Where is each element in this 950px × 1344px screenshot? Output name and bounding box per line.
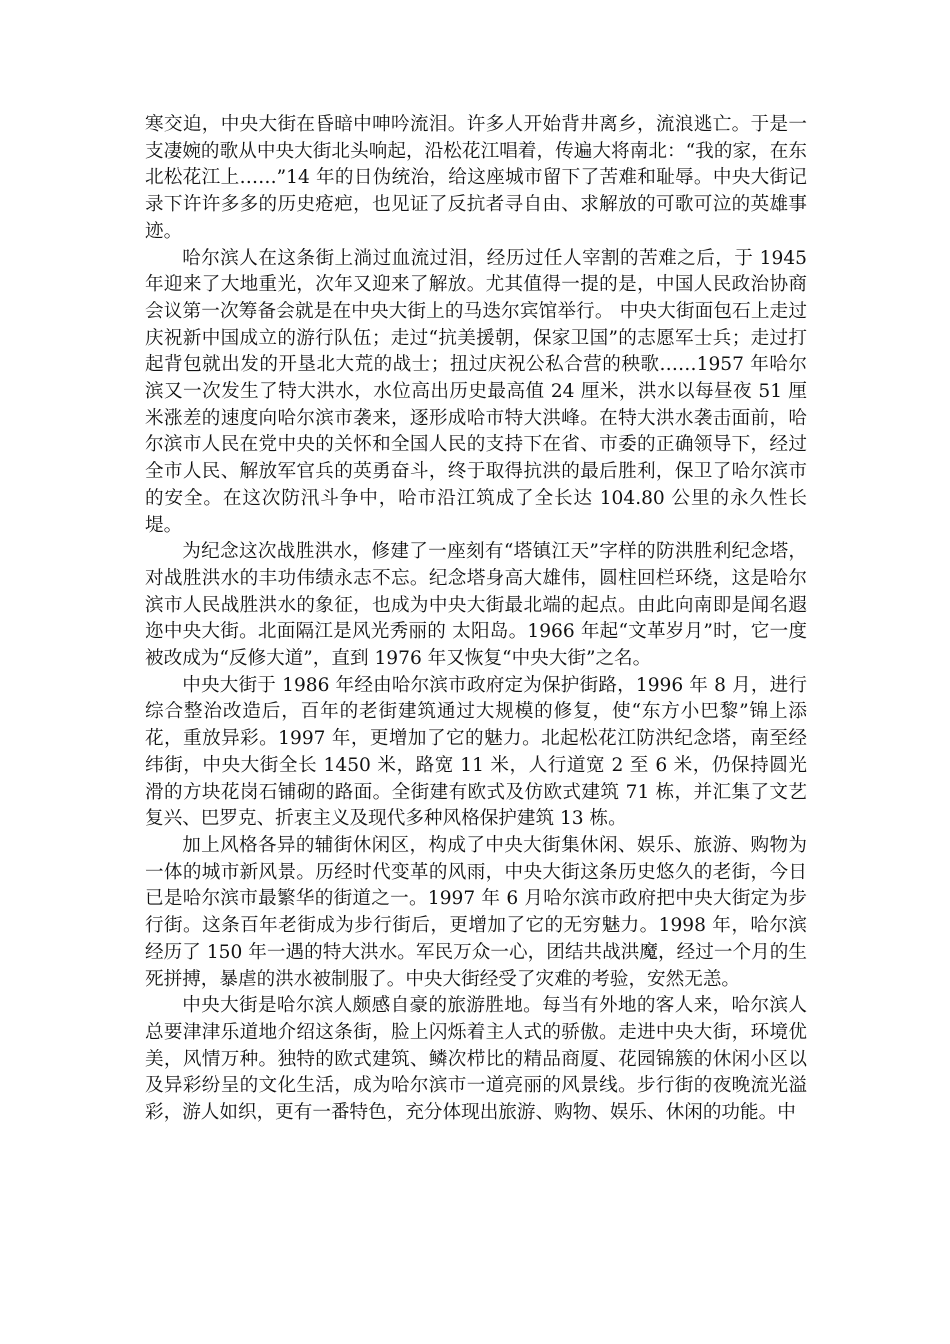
paragraph-6: 中央大街是哈尔滨人颇感自豪的旅游胜地。每当有外地的客人来，哈尔滨人总要津津乐道地介绍这条街，脸上闪烁着主人式的骄傲。走进中央大街，环境优美，风情万种。独特的欧式建筑、鳞次栉比的精品商厦、花园锦簇的休闲小区以及异彩纷呈的文化生活，成为哈尔滨市一道亮丽的风景线。步行街的夜晚流光溢彩，游人如织，更有一番特色，充分体现出旅游、购物、娱乐、休闲的功能。中 [145, 995, 807, 1124]
paragraph-1: 寒交迫，中央大街在昏暗中呻吟流泪。许多人开始背井离乡，流浪逃亡。于是一支凄婉的歌从中央大街北头响起，沿松花江唱着，传遍大将南北：“我的家，在东北松花江上……”14 年的日伪统治，给这座城市留下了苦难和耻辱。中央大街记录下许许多多的历史疮疤，也见证了反抗者寻自由、求解放的可歌可泣的英雄事迹。 [145, 114, 807, 242]
document-page [145, 112, 807, 1127]
paragraph-5: 加上风格各异的辅街休闲区，构成了中央大街集休闲、娱乐、旅游、购物为一体的城市新风景。历经时代变革的风雨，中央大街这条历史悠久的老街，今日已是哈尔滨市最繁华的街道之一。1997 年 6 月哈尔滨市政府把中央大街定为步行街。这条百年老街成为步行街后，更增加了它的无穷魅力。1998 年，哈尔滨经历了 150 年一遇的特大洪水。军民万众一心，团结共战洪魔，经过一个月的生死拼搏，暴虐的洪水被制服了。中央大街经受了灾难的考验，安然无恙。 [145, 834, 807, 990]
paragraph-3: 为纪念这次战胜洪水，修建了一座刻有“塔镇江天”字样的防洪胜利纪念塔，对战胜洪水的丰功伟绩永志不忘。纪念塔身高大雄伟，圆柱回栏环绕，这是哈尔滨市人民战胜洪水的象征，也成为中央大街最北端的起点。由此向南即是闻名遐迩中央大街。北面隔江是风光秀丽的 太阳岛。1966 年起“文革岁月”时，它一度被改成为“反修大道”，直到 1976 年又恢复“中央大街”之名。 [145, 541, 807, 670]
paragraph-4: 中央大街于 1986 年经由哈尔滨市政府定为保护街路，1996 年 8 月，进行综合整治改造后，百年的老街建筑通过大规模的修复，使“东方小巴黎”锦上添花，重放异彩。1997 年，更增加了它的魅力。北起松花江防洪纪念塔，南至经纬街，中央大街全长 1450 米，路宽 11 米，人行道宽 2 至 6 米，仍保持圆光滑的方块花岗石铺砌的路面。全街建有欧式及仿欧式建筑 71 栋，并汇集了文艺复兴、巴罗克、折衷主义及现代多种风格保护建筑 13 栋。 [145, 674, 807, 830]
paragraph-2: 哈尔滨人在这条街上淌过血流过泪，经历过任人宰割的苦难之后，于 1945 年迎来了大地重光，次年又迎来了解放。尤其值得一提的是，中国人民政治协商会议第一次筹备会就是在中央大街上的马迭尔宾馆举行。 中央大街面包石上走过庆祝新中国成立的游行队伍；走过“抗美援朝，保家卫国”的志愿军士兵；走过打起背包就出发的开垦北大荒的战士；扭过庆祝公私合营的秧歌……1957 年哈尔滨又一次发生了特大洪水，水位高出历史最高值 24 厘米，洪水以每昼夜 51 厘米涨差的速度向哈尔滨市袭来，逐形成哈市特大洪峰。在特大洪水袭击面前，哈尔滨市人民在党中央的关怀和全国人民的支持下在省、市委的正确领导下，经过全市人民、解放军官兵的英勇奋斗，终于取得抗洪的最后胜利，保卫了哈尔滨市的安全。在这次防汛斗争中，哈市沿江筑成了全长达 104.80 公里的永久性长堤。 [145, 247, 807, 536]
